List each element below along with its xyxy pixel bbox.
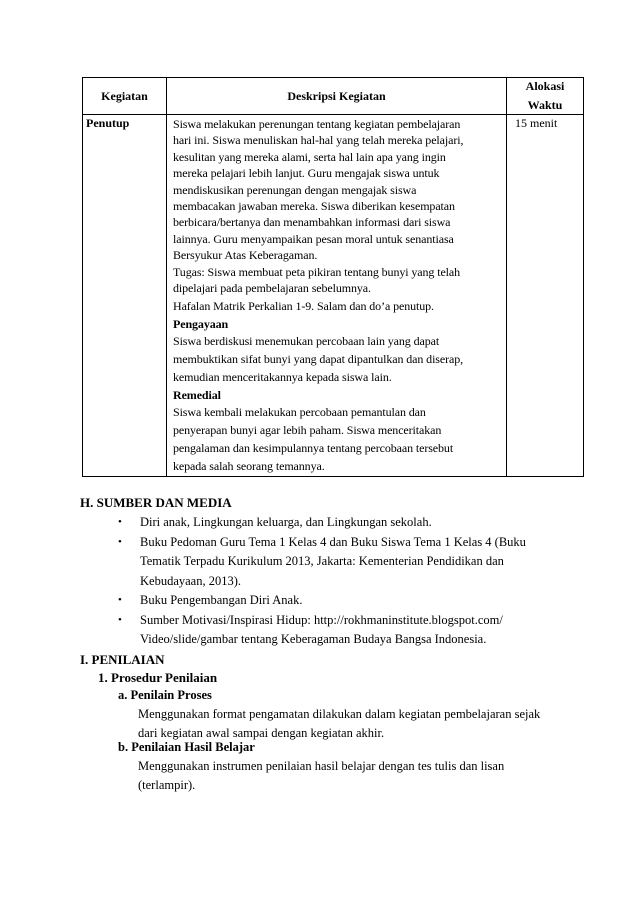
- header-activity-label: Kegiatan: [101, 88, 148, 103]
- header-time: [507, 78, 584, 115]
- description-line: berbicara/bertanya dan menambahkan informasi dari siswa: [173, 215, 451, 230]
- description-line: Hafalan Matrik Perkalian 1-9. Salam dan do’a penutup.: [173, 298, 434, 313]
- remedial-line: pengalaman dan kesimpulannya tentang percobaan tersebut: [173, 441, 454, 456]
- process-assessment-text: [138, 705, 540, 743]
- result-assessment-label: b. Penilaian Hasil Belajar: [118, 740, 255, 754]
- list-item-text: Tematik Terpadu Kurikulum 2013, Jakarta: Kementerian Pendidikan dan: [140, 554, 504, 568]
- description-line: mendiskusikan perenungan dengan mengajak siswa: [173, 182, 417, 197]
- header-time-label-2: Waktu: [527, 98, 563, 112]
- remedial-line: Siswa kembali melakukan percobaan pemantulan dan: [173, 405, 426, 420]
- paragraph-line: (terlampir).: [138, 778, 196, 792]
- list-item-text: Sumber Motivasi/Inspirasi Hidup: http://rokhmaninstitute.blogspot.com/: [140, 612, 503, 627]
- paragraph-line: dari kegiatan awal sampai dengan kegiatan akhir.: [138, 726, 385, 740]
- list-item-text: Buku Pedoman Guru Tema 1 Kelas 4 dan Buku Siswa Tema 1 Kelas 4 (Buku: [140, 534, 526, 549]
- description-text: [167, 115, 506, 476]
- pengayaan-title: Pengayaan: [173, 316, 229, 331]
- activity-name: Penutup: [86, 116, 130, 130]
- time-cell: [507, 115, 584, 477]
- section-i-title: I. PENILAIAN: [80, 652, 165, 667]
- pengayaan-line: Siswa berdiskusi menemukan percobaan lain yang dapat: [173, 334, 440, 349]
- paragraph-line: Menggunakan instrumen penilaian hasil belajar dengan tes tulis dan lisan: [138, 759, 505, 773]
- bullet-icon: •: [118, 535, 122, 548]
- section-h-title: H. SUMBER DAN MEDIA: [80, 495, 232, 510]
- activity-table: [82, 77, 584, 477]
- description-line: Tugas: Siswa membuat peta pikiran tentang bunyi yang telah: [173, 264, 461, 279]
- description-line: lainnya. Guru menyampaikan pesan moral untuk senantiasa: [173, 231, 454, 246]
- list-item-text: Video/slide/gambar tentang Keberagaman Budaya Bangsa Indonesia.: [140, 632, 487, 646]
- list-item-text: Buku Pengembangan Diri Anak.: [140, 593, 303, 607]
- remedial-title: Remedial: [173, 387, 221, 402]
- bullet-icon: •: [118, 613, 122, 626]
- list-item: [118, 611, 558, 650]
- description-line: mereka pelajari lebih lanjut. Guru mengajak siswa untuk: [173, 166, 440, 181]
- sources-list: [118, 513, 558, 650]
- remedial-line: penyerapan bunyi agar lebih paham. Siswa menceritakan: [173, 423, 442, 438]
- pengayaan-line: membuktikan sifat bunyi yang dapat dipantulkan dan diserap,: [173, 352, 464, 367]
- table-row: [83, 115, 584, 477]
- description-line: hari ini. Siswa menuliskan hal-hal yang telah mereka pelajari,: [173, 133, 464, 148]
- description-line: dipelajari pada pembelajaran sebelumnya.: [173, 280, 371, 295]
- process-assessment-label: a. Penilain Proses: [118, 688, 212, 702]
- description-line: membacakan jawaban mereka. Siswa diberikan kesempatan: [173, 198, 455, 213]
- description-line: Bersyukur Atas Keberagaman.: [173, 248, 318, 263]
- description-cell: [167, 115, 507, 477]
- header-time-label-1: Alokasi: [525, 79, 565, 93]
- list-item-text: Diri anak, Lingkungan keluarga, dan Lingkungan sekolah.: [140, 515, 432, 529]
- list-item-text: Kebudayaan, 2013).: [140, 573, 242, 588]
- paragraph-line: Menggunakan format pengamatan dilakukan dalam kegiatan pembelajaran sejak: [138, 707, 541, 721]
- activity-cell: [83, 115, 167, 477]
- procedure-heading: 1. Prosedur Penilaian: [98, 670, 218, 685]
- list-item: [118, 591, 558, 611]
- remedial-line: kepada salah seorang temannya.: [173, 458, 325, 473]
- list-item: [118, 513, 558, 533]
- pengayaan-line: kemudian menceritakannya kepada siswa lain.: [173, 369, 392, 384]
- time-value: 15 menit: [515, 116, 558, 130]
- result-assessment-text: [138, 757, 504, 795]
- header-description-label: Deskripsi Kegiatan: [287, 88, 386, 103]
- list-item: [118, 533, 558, 592]
- header-activity: [83, 78, 167, 115]
- description-line: Siswa melakukan perenungan tentang kegiatan pembelajaran: [173, 117, 461, 131]
- header-description: [167, 78, 507, 115]
- bullet-icon: •: [118, 516, 122, 528]
- bullet-icon: •: [118, 594, 122, 606]
- table-header-row: [83, 78, 584, 115]
- description-line: kesulitan yang mereka alami, serta hal lain apa yang ingin: [173, 149, 446, 164]
